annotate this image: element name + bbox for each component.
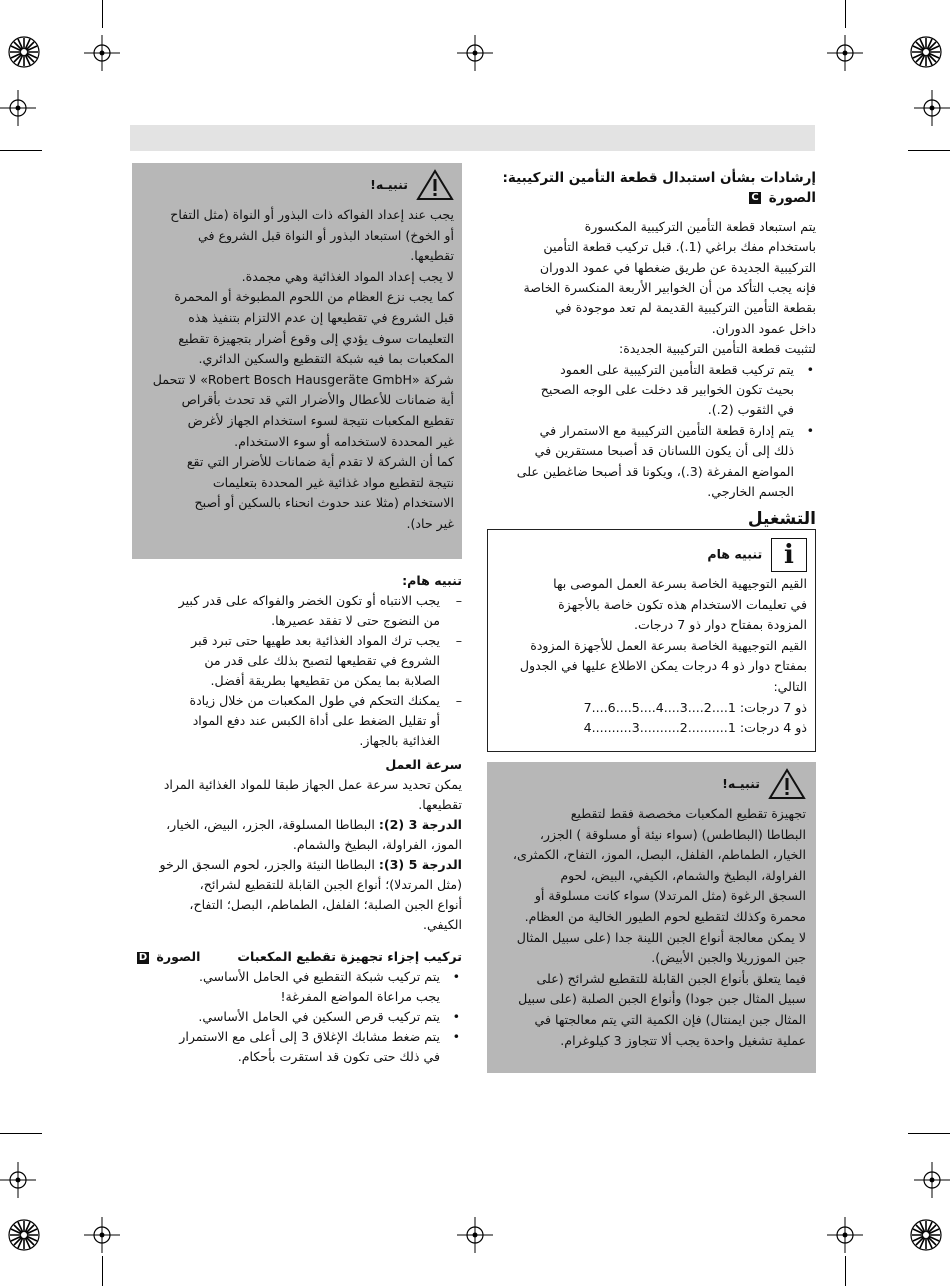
- speed-heading: سرعة العمل: [385, 757, 462, 772]
- list-item-line: • يتم تركيب قرص السكين في الحامل الأساسي.: [198, 1009, 440, 1024]
- crop-line: [908, 150, 950, 151]
- warning-line: الفراولة، البطيخ والشمام، الكيفي، البيض، لحوم: [560, 867, 806, 883]
- replace-paragraph-line: داخل عمود الدوران.: [711, 320, 816, 336]
- warning-line: تقطيع المكعبات نتيجة لسوء استخدام الجهاز لأغرض: [187, 412, 454, 428]
- warning-line: محمرة وكذلك لتقطيع لحوم الطيور الخالية من العظام.: [524, 908, 806, 924]
- speed-text-line: يمكن تحديد سرعة عمل الجهاز طبقا للمواد الغذائية المراد: [163, 777, 462, 792]
- note-heading: تنبيه هام:: [402, 573, 462, 588]
- figure-badge: C: [749, 192, 761, 204]
- crop-line: [845, 1256, 846, 1286]
- warning-line: جبن الموزريلا والجبن الأبيض).: [651, 950, 806, 966]
- level-5-line: (مثل المرتدلا)؛ أنواع الجبن القابلة للتقطيع لشرائح،: [199, 877, 462, 892]
- crop-line: [908, 1133, 950, 1134]
- info-note-box: [487, 529, 816, 752]
- fix-intro: لتثبيت قطعة التأمين التركيبية الجديدة:: [619, 341, 816, 357]
- info-line: التالي:: [773, 678, 807, 694]
- list-item-line: – يجب ترك المواد الغذائية بعد طهيها حتى تبرد قبر: [191, 633, 440, 648]
- list-item-line: الغذائية بالجهاز.: [359, 733, 440, 748]
- list-item-line: ذلك إلى أن يكون اللسانان قد أصبحا مستقرين في: [534, 443, 794, 459]
- list-item-line: في ذلك حتى تكون قد استقرت بأحكام.: [237, 1049, 440, 1064]
- list-item-line: – يجب الانتباه أو تكون الخضر والفواكه على قدر كبير: [178, 593, 440, 608]
- warning-triangle-icon: [768, 768, 806, 800]
- crosshair-mark-bottom-left: [82, 1215, 122, 1255]
- list-item: [134, 1007, 462, 1027]
- level-3-line: الموز، الفراولة، البطيخ والشمام.: [292, 837, 462, 852]
- crosshair-mark-left-lower: [0, 1160, 38, 1200]
- level-5-line: الدرجة 5 (3): البطاطا النيئة والجزر، لحوم السجق الرخو: [159, 857, 462, 872]
- replace-paragraph-line: يتم استبعاد قطعة التأمين التركيبية المكسورة: [584, 218, 816, 234]
- replace-paragraph-line: بقطعة التأمين التركيبية القديمة لم تعد موجودة في: [555, 300, 816, 316]
- section-heading: التشغيل: [747, 508, 816, 529]
- registration-mark-bottom-left: [4, 1215, 44, 1255]
- speed-row-4: ذو 4 درجات: 1..........2..........3..........4: [583, 720, 807, 736]
- warning-line: تجهيزة تقطيع المكعبات مخصصة فقط لتقطيع: [570, 806, 806, 821]
- list-item-line: • يتم تركيب قطعة التأمين التركيبية على العمود: [560, 361, 794, 377]
- crosshair-mark-top-right: [825, 33, 865, 73]
- info-line: القيم التوجيهية الخاصة بسرعة العمل للأجهزة المزودة: [530, 637, 807, 653]
- crop-line: [0, 1133, 42, 1134]
- list-item-line: الصلابة بما يمكن من تقطيعها بطريقة أفضل.: [210, 673, 440, 688]
- list-item: [488, 360, 816, 421]
- registration-mark-top-right: [906, 32, 946, 72]
- list-item: [134, 591, 462, 631]
- warning-line: السجق الرغوة (مثل المرتدلا) سواء كانت مسلوقة أو: [534, 888, 806, 904]
- list-item-line: يجب مراعاة المواضع المفرغة!: [280, 989, 440, 1004]
- warning-line: عملية تشغيل واحدة يجب ألا تتجاوز 3 كيلوغرام.: [560, 1032, 806, 1048]
- warning-heading: تنبيـه!: [722, 775, 760, 791]
- figure-badge: D: [138, 951, 148, 963]
- warning-line: نتيجة لتقطيع مواد غذائية غير المحددة بتعليمات: [212, 474, 454, 490]
- warning-header: [495, 768, 806, 800]
- warning-line: لا يمكن معالجة أنواع الجبن اللينة جدا (على سبيل المثال: [516, 929, 806, 945]
- list-item-line: – يمكنك التحكم في طول المكعبات من خلال زيادة: [189, 693, 440, 708]
- warning-line: غير المحددة لاستخدامه أو سوء الاستخدام.: [234, 433, 454, 449]
- warning-line: الاستخدام (مثلا عند حدوث انحناء بالسكين أو أصبح: [194, 495, 454, 511]
- warning-box-right: [487, 762, 816, 1073]
- info-line: المزودة بمفتاح دوار ذو 7 درجات.: [634, 617, 807, 633]
- crosshair-mark-top-center: [455, 33, 495, 73]
- page-header-bar: [130, 125, 815, 151]
- list-item-line: • يتم تركيب شبكة التقطيع في الحامل الأساسي.: [199, 969, 440, 984]
- warning-line: كما أن الشركة لا تقدم أية ضمانات للأضرار التي تقع: [186, 454, 454, 470]
- replace-title: إرشادات بشأن استبدال قطعة التأمين التركيبية:: [502, 170, 816, 186]
- list-item: [134, 631, 462, 691]
- left-column: [134, 571, 462, 1067]
- crosshair-mark-top-left: [82, 33, 122, 73]
- level-5-line: أنواع الجبن الصلبة؛ الفلفل، الطماطم، البصل؛ التفاح،: [189, 897, 462, 912]
- warning-line: أو الخوخ) استبعاد البذور أو النواة قبل الشروع في: [197, 227, 454, 243]
- warning-line: المكعبات بما فيه شبكة التقطيع والسكين الدائري.: [198, 351, 454, 367]
- warning-line: التعليمات سوف يؤدي إلى وقوع أضرار بتجهيزة تقطيع: [178, 330, 454, 346]
- speed-row-7: ذو 7 درجات: 1....2....3....4....5....6....7: [583, 699, 807, 715]
- level-3-line: الدرجة 3 (2): البطاطا المسلوقة، الجزر، البيض، الخيار،: [166, 817, 462, 832]
- list-item-line: من النضوج حتى لا تفقد عصيرها.: [271, 613, 440, 628]
- warning-line: كما يجب نزع العظام من اللحوم المطبوخة أو المحمرة: [174, 289, 454, 305]
- speed-text-line: تقطيعها.: [418, 797, 462, 812]
- warning-line: لا يجب إعداد المواد الغذائية وهي مجمدة.: [241, 268, 454, 284]
- warning-line: أية ضمانات للأعطال والأضرار التي قد تحدث بأقراص: [181, 392, 454, 408]
- registration-mark-bottom-right: [906, 1215, 946, 1255]
- crosshair-mark-bottom-right: [825, 1215, 865, 1255]
- info-line: بمفتاح دوار ذو 4 درجات يمكن الاطلاع عليها في الجدول: [519, 658, 807, 674]
- crop-line: [102, 1256, 103, 1286]
- info-heading: تنبيه هام: [707, 546, 763, 562]
- crosshair-mark-right-upper: [912, 88, 950, 128]
- info-line: في تعليمات الاستخدام هذه تكون خاصة بالأجهزة: [558, 596, 807, 612]
- crosshair-mark-left-upper: [0, 88, 38, 128]
- list-item-line: الجسم الخارجي.: [707, 484, 794, 500]
- list-item: [134, 967, 462, 1007]
- replace-paragraph-line: باستخدام مفك براغي (1.). قبل تركيب قطعة التأمين: [543, 239, 816, 255]
- list-item-line: أو تقليل الضغط على أداة الكبس عند دفع المواد: [192, 713, 440, 728]
- warning-box-left: [132, 163, 462, 559]
- replace-paragraph-line: التركيبية الجديدة عن طريق ضغطها في عمود الدوران: [539, 259, 816, 275]
- info-line: القيم التوجيهية الخاصة بسرعة العمل الموصى بها: [553, 576, 807, 591]
- right-column: [488, 168, 816, 529]
- crop-line: [0, 150, 42, 151]
- list-item-line: في الثقوب (2.).: [707, 402, 794, 418]
- warning-line: سبيل المثال جبن جودا) وأنواع الجبن الصلبة (على سبيل: [518, 991, 806, 1007]
- list-item: [134, 691, 462, 751]
- list-item: [134, 1027, 462, 1067]
- crop-line: [102, 0, 103, 28]
- info-icon: i: [771, 538, 807, 572]
- warning-line: البطاطا (البطاطس) (سواء نيئة أو مسلوقة ) الجزر،: [539, 826, 806, 842]
- warning-triangle-icon: [416, 169, 454, 201]
- warning-line: الخيار، الطماطم، الفلفل، البصل، الموز، التفاح، الكمثرى،: [512, 847, 806, 863]
- assembly-heading: تركيب إجزاء تجهيزة تقطيع المكعبات الصورة D: [138, 949, 462, 964]
- list-item-line: بحيث تكون الخوابير قد دخلت على الوجه الصحيح: [540, 382, 794, 398]
- list-item-line: الشروع في تقطيعها لتصبح بذلك على قدر من: [204, 653, 440, 668]
- warning-line: يجب عند إعداد الفواكه ذات البذور أو النواة (مثل التفاح: [170, 207, 454, 222]
- crosshair-mark-bottom-center: [455, 1215, 495, 1255]
- warning-heading: تنبيـه!: [370, 176, 408, 192]
- crop-line: [845, 0, 846, 28]
- list-item-line: • يتم إدارة قطعة التأمين التركيبية مع الاستمرار في: [539, 422, 794, 438]
- list-item: [488, 421, 816, 503]
- replace-figure-ref: الصورة C: [488, 188, 816, 208]
- warning-line: قبل الشروع في تقطيعها إن عدم الالتزام بتنفيذ هذه: [188, 309, 454, 325]
- replace-paragraph-line: فإنه يجب التأكد من أن الخوابير الأربعة المنكسرة الخاصة: [523, 280, 816, 296]
- registration-mark-top-left: [4, 32, 44, 72]
- level-5-line: الكيفي.: [423, 917, 462, 932]
- warning-header: [140, 169, 454, 201]
- warning-line: شركة «Robert Bosch Hausgeräte GmbH» لا تتحمل: [152, 371, 454, 387]
- crosshair-mark-right-lower: [912, 1160, 950, 1200]
- list-item-line: • يتم ضغط مشابك الإغلاق 3 إلى أعلى مع الاستمرار: [179, 1029, 440, 1044]
- warning-line: غير حاد).: [406, 515, 454, 531]
- warning-line: فيما يتعلق بأنواع الجبن القابلة للتقطيع لشرائح (على: [536, 970, 806, 986]
- warning-line: المثال جبن ايمنتال) فإن الكمية التي يتم معالجتها في: [534, 1011, 806, 1027]
- warning-line: تقطيعها.: [410, 248, 454, 264]
- list-item-line: المواضع المفرغة (3.)، ويكونا قد أصبحا ضاغطين على: [516, 463, 794, 479]
